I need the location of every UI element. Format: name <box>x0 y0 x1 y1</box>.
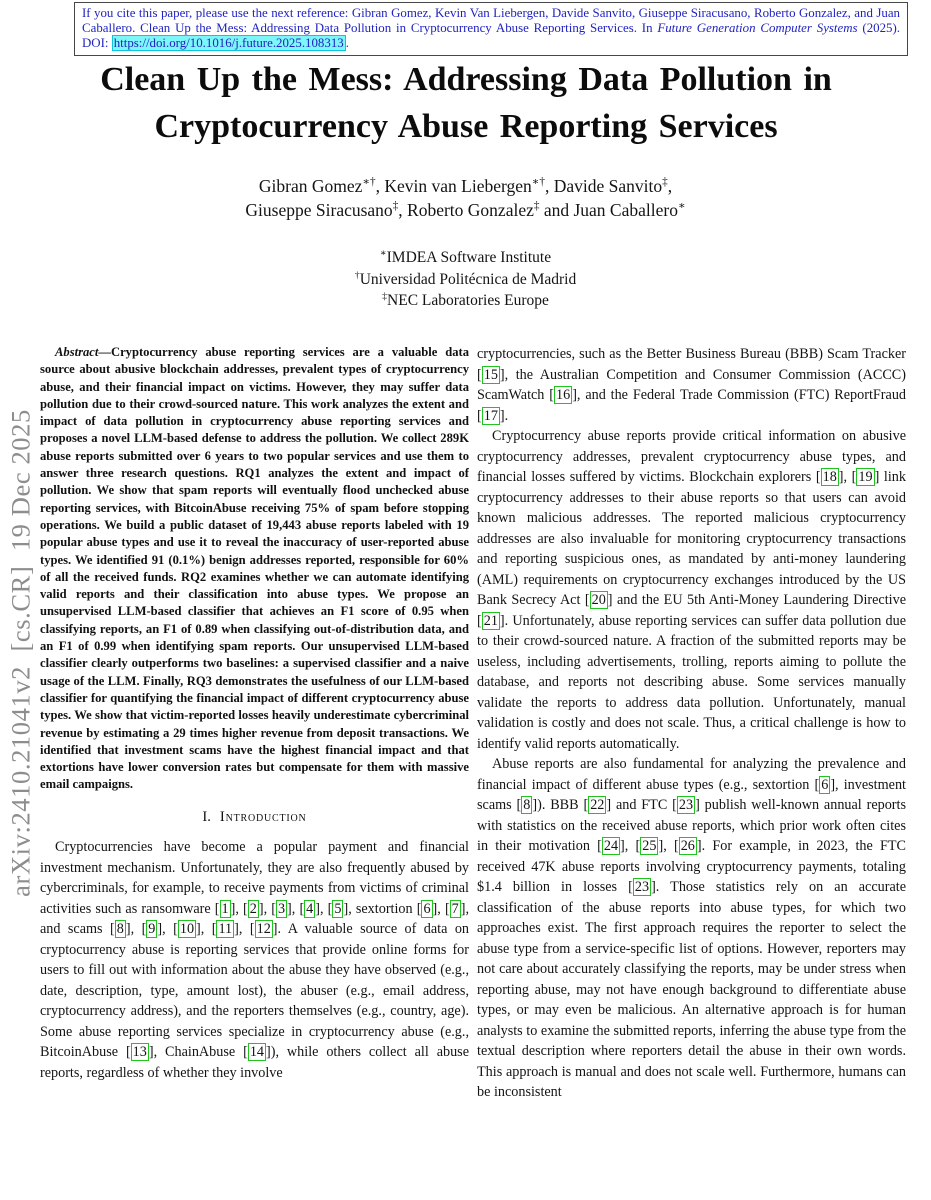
citation-link[interactable]: [ 8 ] <box>516 797 538 813</box>
affiliation-marker: ‡ <box>382 290 388 302</box>
affiliation-marker: ∗ <box>379 247 387 259</box>
authors-line-1: Gibran Gomez∗†, Kevin van Liebergen∗†, Davide Sanvito‡, <box>258 176 673 196</box>
journal-name: Future Generation Computer Systems <box>657 21 858 35</box>
citation-link[interactable]: [ 17 ] <box>477 407 505 424</box>
column-left <box>40 344 469 1200</box>
author-affiliation-marker: ‡ <box>533 200 540 213</box>
section-heading-introduction <box>40 807 469 828</box>
citation-link[interactable]: [ 15 ] <box>477 366 505 383</box>
citation-link[interactable]: [ 12 ] <box>249 921 278 938</box>
affiliations <box>0 247 931 312</box>
citation-link[interactable]: [ 6 ] <box>416 900 438 917</box>
citation-notice-text: If you cite this paper, please use the next reference: Gibran Gomez, Kevin Van Liebergen, Davide Sanvito, Giuseppe Siracusano, Roberto Gonzalez, and Juan Caballero. Clean Up the Mess: Addressing Data Pollution in Cryptocurrency Abuse Reporting Services. In <box>82 6 900 35</box>
citation-link[interactable]: [ 20 ] <box>584 592 613 608</box>
section-title: Introduction <box>219 808 307 825</box>
intro-paragraph-3: Abuse reports are also fundamental for analyzing the prevalence and financial impact of different abuse types (e.g., sextortion [ 6 ], investment scams [ 8 ]). BBB [ 22 ] and FTC [ 23 ] publish well-known annual reports with statistics on the received abuse reports, which prior work often cites in their motivation [ 24 ], [ 25 ], [ 26 ]. For example, in 2023, the FTC received 47K abuse reports involving cryptocurrency payments, totaling $1.4 billion in losses [ 23 ]. Those statistics rely on an accurate classification of the abuse reports into abuse types, for which two approaches exist. The first approach requires the reporter to select the abuse type from a service-specific list of options. However, reporters may not care about accurately classifying the reports, may be under stress when reporting abuse, may not have enough background to differentiate abuse types, or may even be malicious. An alternative approach is for human analysts to examine the submitted reports, inferring the abuse type from the textual description where reporters detail the abuse in their own words. This approach is manual and does not scale well. Furthermore, humans can be inconsistent <box>477 756 906 1100</box>
author-affiliation-marker: ‡ <box>392 200 399 213</box>
intro-paragraph-2: Cryptocurrency abuse reports provide critical information on abusive cryptocurrency addresses, prevalent cryptocurrency abuse types, and financial losses suffered by victims. Blockchain explorers [ 18 ], [ 19 ] link cryptocurrency addresses to their abuse reports so that users can avoid known malicious addresses. The reported malicious cryptocurrency addresses are also invaluable for monitoring cryptocurrency transactions and reporting suspicious ones, as mandated by anti-money laundering (AML) requirements on cryptocurrency exchanges introduced by the US Bank Secrecy Act [ 20 ] and the EU 5th Anti-Money Laundering Directive [ 21 ]. Unfortunately, abuse reporting services can suffer data pollution due to their crowd-sourced nature. A fraction of the submitted reports may be useless, including advertisements, trolling, reports aiming to pollute the database, and reports not describing abuse. Some services manually validate the reports to address data pollution. Unfortunately, manual validation is costly and does not scale. Thus, a critical challenge is how to identify valid reports automatically. <box>477 428 906 752</box>
citation-link[interactable]: [ 19 ] <box>851 469 880 485</box>
authors-block <box>0 174 931 222</box>
citation-link[interactable]: [ 23 ] <box>628 879 656 895</box>
citation-link[interactable]: [ 22 ] <box>583 797 612 813</box>
author-affiliation-marker: ‡ <box>662 176 668 189</box>
citation-link[interactable]: [ 23 ] <box>672 797 700 813</box>
affiliation-marker: † <box>354 269 360 281</box>
doi-link[interactable]: https://doi.org/10.1016/j.future.2025.108313 <box>113 36 344 50</box>
author-affiliation-marker: ∗† <box>531 176 545 189</box>
citation-link[interactable]: [ 5 ] <box>327 900 349 917</box>
citation-link[interactable]: [ 1 ] <box>214 900 236 917</box>
citation-link[interactable]: [ 9 ] <box>141 921 163 938</box>
citation-notice-box <box>74 2 908 56</box>
citation-link[interactable]: [ 3 ] <box>271 900 292 917</box>
paper-title: Clean Up the Mess: Addressing Data Pollution in Cryptocurrency Abuse Reporting Services <box>100 61 832 145</box>
citation-link[interactable]: [ 21 ] <box>477 612 505 629</box>
citation-link[interactable]: [ 26 ] <box>673 838 702 854</box>
abstract-text: —Cryptocurrency abuse reporting services are a valuable data source about abusive blockchain addresses, prevalent types of cryptocurrency abuse, and their financial impact on victims. However, they may suffer data pollution due to their crowd-sourced nature. This work analyzes the extent and impact of data pollution in cryptocurrency abuse reporting services and proposes a novel LLM-based defense to address the pollution. We collect 289K abuse reports submitted over 6 years to two popular services and use them to answer three research questions. RQ1 analyzes the extent and impact of pollution. We show that spam reports will eventually flood unchecked abuse reporting services, with BitcoinAbuse receiving 75% of spam before stopping operations. We build a public dataset of 19,443 abuse reports labeled with 19 popular abuse types and use it to reveal the inaccuracy of user-reported abuse types. We identified 91 (0.1%) benign addresses reported, responsible for 60% of all the received funds. RQ2 examines whether we can automate identifying valid reports and their classification into abuse types. We propose an unsupervised LLM-based classifier that achieves an F1 score of 0.95 when classifying reports, an F1 of 0.89 when classifying out-of-distribution data, and an F1 of 0.99 when identifying spam reports. Our unsupervised LLM-based classifier clearly outperforms two baselines: a supervised classifier and a naive usage of the LLM. Finally, RQ3 demonstrates the usefulness of our LLM-based classifier for quantifying the financial impact of different cryptocurrency abuse types. We show that victim-reported losses heavily underestimate cybercriminal revenue by estimating a 29 times higher revenue from deposit transactions. We identified that investment scams have the highest financial impact and that extortions have lower conversion rates but compensate for them with massive email campaigns. <box>40 345 469 792</box>
citation-link[interactable]: [ 4 ] <box>299 900 320 917</box>
citation-link[interactable]: [ 11 ] <box>211 921 239 938</box>
affiliation-line: ‡NEC Laboratories Europe <box>382 290 549 309</box>
abstract-paragraph <box>40 344 469 794</box>
citation-link[interactable]: [ 10 ] <box>173 921 201 938</box>
citation-link[interactable]: [ 2 ] <box>243 900 264 917</box>
author-affiliation-marker: ∗† <box>362 176 376 189</box>
citation-link[interactable]: [ 8 ] <box>110 921 131 938</box>
column-right <box>477 344 906 1200</box>
intro-paragraph-1: Cryptocurrencies have become a popular payment and financial investment mechanism. Unfortunately, they are also frequently abused by cybercriminals, for example, to receive payments from victims of criminal activities such as ransomware [ 1 ], [ 2 ], [ 3 ], [ 4 ], [ 5 ], sextortion [ 6 ], [ 7 ], and scams [ 8 ], [ 9 ], [ 10 ], [ 11 ], [ 12 ]. A valuable source of data on cryptocurrency abuse is reporting services that provide online forms for users to fill out with information about the abuse they have observed (e.g., date, description, type, amount lost), the abuser (e.g., email address, cryptocurrency address), and the reporters themselves (e.g., country, age). Some abuse reporting services specialize in cryptocurrency abuse (e.g., BitcoinAbuse [ 13 ], ChainAbuse [ 14 ]), while others collect all abuse reports, regardless of whether they involve <box>40 839 469 1081</box>
citation-link[interactable]: [ 16 ] <box>549 387 577 403</box>
citation-link[interactable]: [ 18 ] <box>815 469 844 485</box>
citation-link[interactable]: [ 24 ] <box>597 838 625 854</box>
citation-link[interactable]: [ 25 ] <box>635 838 664 854</box>
affiliation-line: ∗IMDEA Software Institute <box>379 247 552 266</box>
citation-notice-middle: (2025). DOI: <box>82 21 900 50</box>
arxiv-watermark: arXiv:2410.21041v2 [cs.CR] 19 Dec 2025 <box>5 409 36 897</box>
abstract-label: Abstract <box>55 345 99 359</box>
intro-paragraph-1-continued: cryptocurrencies, such as the Better Business Bureau (BBB) Scam Tracker [ 15 ], the Australian Competition and Consumer Commission (ACCC) ScamWatch [ 16 ], and the Federal Trade Commission (FTC) ReportFraud [ 17 ]. <box>477 346 906 424</box>
citation-link[interactable]: [ 7 ] <box>444 900 466 917</box>
citation-link[interactable]: [ 6 ] <box>814 776 836 793</box>
affiliation-line: †Universidad Politécnica de Madrid <box>354 269 577 288</box>
author-affiliation-marker: ∗ <box>677 200 686 213</box>
authors-line-2: Giuseppe Siracusano‡, Roberto Gonzalez‡ and Juan Caballero∗ <box>245 200 686 220</box>
citation-notice-end: . <box>345 36 349 50</box>
citation-link[interactable]: [ 14 ] <box>243 1044 271 1061</box>
section-number: I. <box>202 808 211 825</box>
citation-link[interactable]: [ 13 ] <box>125 1044 154 1061</box>
